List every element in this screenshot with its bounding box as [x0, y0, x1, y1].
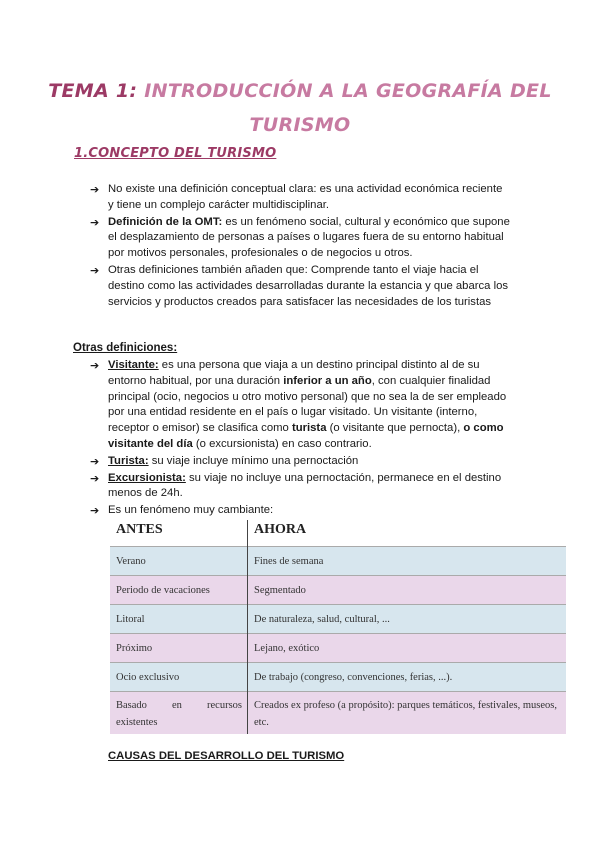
arrow-icon: ➔ [90, 471, 100, 485]
antes-ahora-table [110, 520, 566, 734]
cell-antes: Ocio exclusivo [110, 663, 248, 692]
table-row [110, 576, 566, 605]
cell-ahora: Fines de semana [248, 547, 567, 576]
bullet-text: es una persona que viaja a un destino principal distinto al de su entorno habitual, por una duración [108, 359, 480, 387]
section-heading-concepto: 1.CONCEPTO DEL TURISMO [74, 146, 277, 161]
bullet-text: su viaje incluye mínimo una pernoctación [148, 454, 359, 467]
header-ahora: AHORA [254, 522, 307, 537]
arrow-icon: ➔ [90, 454, 100, 468]
list-item-visitante [90, 358, 510, 453]
causas-heading: CAUSAS DEL DESARROLLO DEL TURISMO [108, 750, 345, 762]
title-main-line2: TURISMO [249, 114, 351, 136]
cell-antes [110, 692, 248, 735]
cell-word: en [172, 700, 182, 711]
table-row [110, 634, 566, 663]
cell-word: recursos [207, 700, 242, 711]
list-item [90, 215, 510, 262]
list-item-turista [90, 454, 510, 470]
cell-antes: Litoral [110, 605, 248, 634]
cell-word: Basado [116, 700, 147, 711]
term-turista: Turista: [108, 454, 149, 467]
list-item [90, 182, 510, 214]
arrow-icon: ➔ [90, 263, 100, 277]
bullet-text: Otras definiciones también añaden que: Comprende tanto el viaje hacia el destino como las actividades desarrolladas durante la estancia y que abarca los servicios y productos creados para satisfacer las necesidades de los turistas [108, 263, 509, 308]
table-row [110, 547, 566, 576]
arrow-icon: ➔ [90, 504, 100, 518]
bullet-text: (o visitante que pernocta), [326, 422, 464, 435]
cell-ahora: De trabajo (congreso, convenciones, ferias, ...). [248, 663, 567, 692]
list-item [90, 263, 510, 310]
bold-text: o como visitante del día [108, 422, 504, 450]
table-row [110, 663, 566, 692]
term-excursionista: Excursionista: [108, 471, 186, 484]
bullet-text: (o excursionista) en caso contrario. [192, 437, 372, 450]
bullet-text: , con cualquier finalidad principal (ocio, negocios u otro motivo personal) que no sea la de ser empleado por una entidad residente en el país o lugar visitado. Un visitante (interno, receptor o emisor) se clasifica como [108, 374, 507, 435]
cell-ahora: Segmentado [248, 576, 567, 605]
definitions-bullet-list [90, 358, 510, 520]
table-header-row [110, 520, 566, 547]
cell-antes: Próximo [110, 634, 248, 663]
table-row [110, 692, 566, 735]
title-prefix: TEMA 1: [48, 80, 138, 102]
bullet-text: es un fenómeno social, cultural y económico que supone el desplazamiento de personas a países o lugares fuera de su entorno habitual por motivos personales, profesionales o de negocios u otros. [108, 215, 510, 260]
header-antes: ANTES [110, 520, 248, 547]
cell-ahora: Lejano, exótico [248, 634, 567, 663]
cell-antes: Periodo de vacaciones [110, 576, 248, 605]
bullet-text: su viaje no incluye una pernoctación, permanece en el destino menos de 24h. [108, 471, 502, 500]
bold-text: inferior a un año [283, 374, 372, 387]
list-item-excursionista [90, 471, 510, 503]
cell-ahora: Creados ex profeso (a propósito): parques temáticos, festivales, museos, etc. [248, 692, 567, 735]
list-item-fenomeno [90, 503, 510, 519]
arrow-icon: ➔ [90, 215, 100, 229]
title-main-line1: INTRODUCCIÓN A LA GEOGRAFÍA DEL [144, 80, 552, 102]
page-title [0, 74, 600, 142]
table-row [110, 605, 566, 634]
bullet-term: Definición de la OMT: [108, 215, 223, 228]
cell-antes: Verano [110, 547, 248, 576]
concept-bullet-list [90, 182, 510, 311]
term-visitante: Visitante: [108, 359, 159, 371]
arrow-icon: ➔ [90, 359, 100, 372]
cell-ahora: De naturaleza, salud, cultural, ... [248, 605, 567, 634]
bold-text: turista [291, 422, 327, 435]
bullet-text: No existe una definición conceptual clara: es una actividad económica reciente y tiene un complejo carácter multidisciplinar. [108, 183, 503, 211]
cell-word: existentes [116, 717, 158, 728]
otras-definiciones-heading: Otras definiciones: [73, 342, 178, 354]
bullet-text: Es un fenómeno muy cambiante: [108, 504, 274, 517]
arrow-icon: ➔ [90, 183, 100, 196]
